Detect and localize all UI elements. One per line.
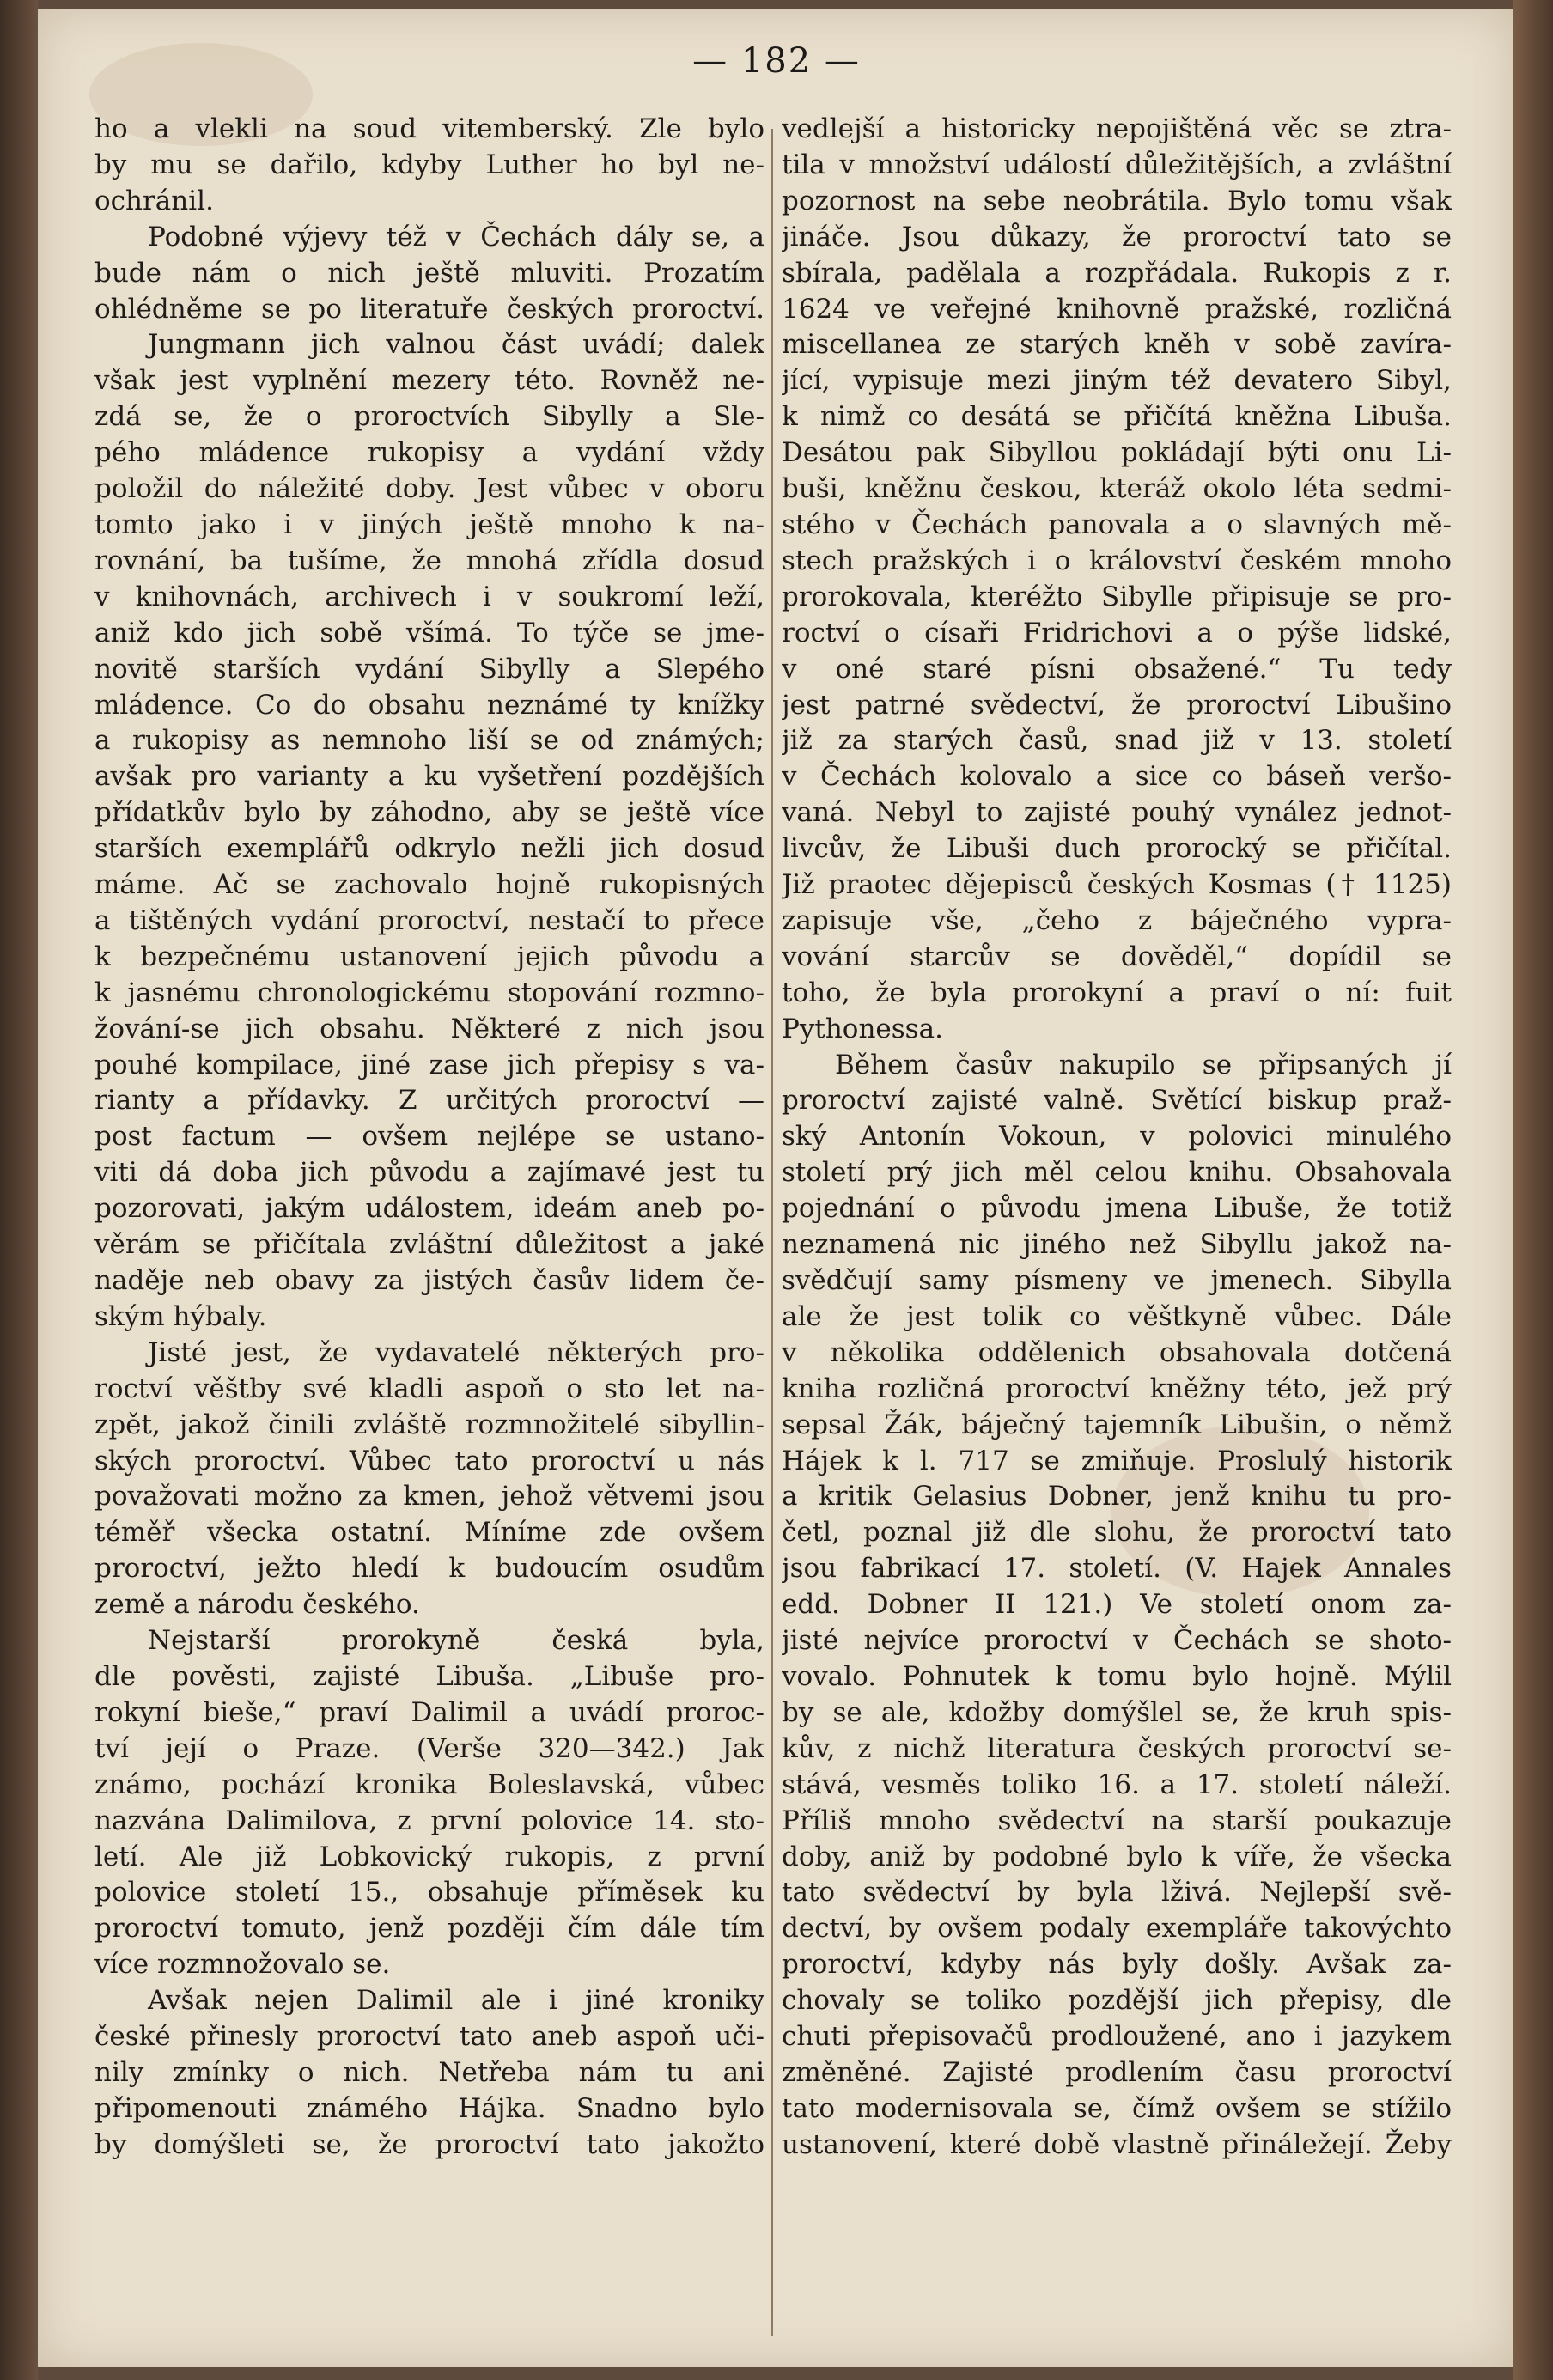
text-line: novitě starších vydání Sibylly a Slepého [94, 653, 764, 685]
text-line: viti dá doba jich původu a zajímavé jest tu [94, 1157, 764, 1189]
text-line: země a národu českého. [94, 1589, 420, 1621]
text-line: naděje neb obavy za jistých časův lidem če- [94, 1265, 764, 1296]
text-line: by se ale, kdožby domýšlel se, že kruh spis- [782, 1696, 1452, 1728]
text-line: toho, že byla prorokyní a praví o ní: fuit [782, 977, 1452, 1008]
text-line: ustanovení, které době vlastně přináležejí. Žeby [782, 2128, 1452, 2160]
text-line: nily zmínky o nich. Netřeba nám tu ani [94, 2056, 764, 2088]
text-line: máme. Ač se zachovalo hojně rukopisných [94, 869, 764, 901]
text-line: tomto jako i v jiných ještě mnoho k na- [94, 508, 764, 540]
text-line: post factum — ovšem nejlépe se ustano- [94, 1121, 764, 1153]
text-line: roctví věštby své kladli aspoň o sto let na- [94, 1373, 764, 1404]
page-number: — 182 — [692, 41, 861, 81]
book-gutter-edge [0, 0, 38, 2380]
text-line: české přinesly proroctví tato aneb aspoň uči- [94, 2021, 764, 2053]
text-line: připomenouti známého Hájka. Snadno bylo [94, 2092, 764, 2124]
text-line: pozorovati, jakým událostem, ideám aneb po- [94, 1193, 764, 1225]
text-line: známo, pochází kronika Boleslavská, vůbec [94, 1768, 764, 1800]
text-line: jisté nejvíce proroctví v Čechách se shoto- [782, 1625, 1452, 1657]
text-line: vedlejší a historicky nepojištěná věc se ztra- [782, 113, 1452, 144]
text-line: neznamená nic jiného než Sibyllu jakož na- [782, 1229, 1452, 1261]
text-line: Podobné výjevy též v Čechách dály se, a [148, 221, 764, 253]
text-line: Nejstarší prorokyně česká byla, [148, 1625, 764, 1657]
text-line: tila v množství událostí důležitějších, a zvláštní [782, 149, 1452, 180]
text-line: buši, kněžnu českou, kteráž okolo léta sedmi- [782, 473, 1452, 505]
text-line: ale že jest tolik co věštkyně vůbec. Dále [782, 1300, 1452, 1332]
text-line: změněné. Zajisté prodlením času proroctví [782, 2056, 1452, 2088]
text-line: Desátou pak Sibyllou pokládají býti onu Li- [782, 437, 1452, 469]
text-line: v oné staré písni obsažené.“ Tu tedy [782, 653, 1452, 685]
text-line: rokyní bieše,“ praví Dalimil a uvádí proroc- [94, 1696, 764, 1728]
left-text-column [94, 112, 764, 2164]
text-line: Avšak nejen Dalimil ale i jiné kroniky [148, 1985, 764, 2017]
text-line: pého mládence rukopisy a vydání vždy [94, 437, 764, 469]
text-line: nazvána Dalimilova, z první polovice 14. sto- [94, 1805, 764, 1836]
text-line: tato modernisovala se, čímž ovšem se stížilo [782, 2092, 1452, 2124]
text-line: zdá se, že o proroctvích Sibylly a Sle- [94, 401, 764, 433]
text-line: pouhé kompilace, jiné zase jich přepisy s va- [94, 1049, 764, 1080]
text-line: k nimž co desátá se přičítá kněžna Libuša. [782, 401, 1452, 433]
text-line: polovice století 15., obsahuje příměsek ku [94, 1877, 764, 1908]
text-line: v několika oddělenich obsahovala dotčená [782, 1336, 1452, 1368]
text-line: jsou fabrikací 17. století. (V. Hajek Annales [782, 1553, 1452, 1585]
text-line: téměř všecka ostatní. Míníme zde ovšem [94, 1517, 764, 1549]
text-line: v Čechách kolovalo a sice co báseň veršo- [782, 761, 1452, 793]
text-line: a kritik Gelasius Dobner, jenž knihu tu pro- [782, 1481, 1452, 1513]
text-line: mládence. Co do obsahu neznámé ty knížky [94, 689, 764, 721]
text-line: kův, z nichž literatura českých proroctví se- [782, 1732, 1452, 1764]
text-line: sbírala, padělala a rozpřádala. Rukopis z r. [782, 257, 1452, 289]
text-line: vování starcův se dověděl,“ dopídil se [782, 940, 1452, 972]
text-line: jest patrné svědectví, že proroctví Libušino [782, 689, 1452, 721]
text-line: Jisté jest, že vydavatelé některých pro- [148, 1336, 764, 1368]
text-line: pozornost na sebe neobrátila. Bylo tomu však [782, 185, 1452, 216]
text-line: kniha rozličná proroctví kněžny této, jež prý [782, 1373, 1452, 1404]
text-line: položil do náležité doby. Jest vůbec v oboru [94, 473, 764, 505]
text-line: k bezpečnému ustanovení jejich původu a [94, 940, 764, 972]
text-line: Během časův nakupilo se připsaných jí [835, 1049, 1452, 1080]
text-line: livcův, že Libuši duch prorocký se přičítal. [782, 833, 1452, 865]
text-line: četl, poznal již dle slohu, že proroctví tato [782, 1517, 1452, 1549]
text-line: Jungmann jich valnou část uvádí; dalek [148, 329, 764, 361]
text-line: ským hýbaly. [94, 1300, 267, 1332]
text-line: dectví, by ovšem podaly exempláře takovýchto [782, 1913, 1452, 1945]
column-divider [771, 129, 773, 2336]
text-line: prorokovala, kteréžto Sibylle připisuje se pro- [782, 581, 1452, 612]
text-line: považovati možno za kmen, jehož větvemi jsou [94, 1481, 764, 1513]
text-line: proroctví, kdyby nás byly došly. Avšak za- [782, 1949, 1452, 1981]
text-line: pojednání o původu jmena Libuše, že totiž [782, 1193, 1452, 1225]
text-line: tví její o Praze. (Verše 320—342.) Jak [94, 1732, 764, 1764]
text-line: jináče. Jsou důkazy, že proroctví tato se [782, 221, 1452, 253]
text-line: a rukopisy as nemnoho liší se od známých; [94, 725, 764, 757]
text-line: ohlédněme se po literatuře českých proroctví. [94, 293, 764, 325]
text-line: ho a vlekli na soud vitemberský. Zle bylo [94, 113, 764, 144]
text-line: Pythonessa. [782, 1013, 943, 1044]
text-line: žování-se jich obsahu. Některé z nich jsou [94, 1013, 764, 1044]
text-line: více rozmnožovalo se. [94, 1949, 391, 1981]
text-line: aniž kdo jich sobě všímá. To týče se jme- [94, 617, 764, 648]
text-line: proroctví, ježto hledí k budoucím osudům [94, 1553, 764, 1585]
text-line: jící, vypisuje mezi jiným též devatero Sibyl, [782, 365, 1452, 397]
text-line: chovaly se toliko pozdější jich přepisy, dle [782, 1985, 1452, 2017]
text-line: tato svědectví by byla lživá. Nejlepší svě- [782, 1877, 1452, 1908]
text-line: stého v Čechách panovala a o slavných mě- [782, 508, 1452, 540]
text-line: avšak pro varianty a ku vyšetření pozdějších [94, 761, 764, 793]
text-line: rovnání, ba tušíme, že mnohá zřídla dosud [94, 545, 764, 576]
text-line: v knihovnách, archivech i v soukromí leží, [94, 581, 764, 612]
text-line: by domýšleti se, že proroctví tato jakožto [94, 2128, 764, 2160]
page-fore-edge [1513, 0, 1553, 2380]
text-line: letí. Ale již Lobkovický rukopis, z první [94, 1841, 764, 1872]
text-line: vaná. Nebyl to zajisté pouhý vynález jednot- [782, 797, 1452, 829]
text-line: bude nám o nich ještě mluviti. Prozatím [94, 257, 764, 289]
text-line: starších exemplářů odkrylo nežli jich dosud [94, 833, 764, 865]
text-line: stech pražských i o království českém mnoho [782, 545, 1452, 576]
text-line: sepsal Žák, báječný tajemník Libušin, o němž [782, 1409, 1452, 1440]
text-line: zapisuje vše, „čeho z báječného vypra- [782, 904, 1452, 936]
text-line: však jest vyplnění mezery této. Rovněž ne- [94, 365, 764, 397]
text-line: Příliš mnoho svědectví na starší poukazuje [782, 1805, 1452, 1836]
text-line: miscellanea ze starých kněh v sobě zavíra- [782, 329, 1452, 361]
text-line: svědčují samy písmeny ve jmenech. Sibylla [782, 1265, 1452, 1296]
text-line: proroctví zajisté valně. Světící biskup praž- [782, 1085, 1452, 1117]
text-line: dle pověsti, zajisté Libuša. „Libuše pro- [94, 1660, 764, 1692]
text-line: ský Antonín Vokoun, v polovici minulého [782, 1121, 1452, 1153]
text-line: zpět, jakož činili zvláště rozmnožitelé sibyllin- [94, 1409, 764, 1440]
text-line: proroctví tomuto, jenž později čím dále tím [94, 1913, 764, 1945]
text-line: Již praotec dějepisců českých Kosmas († 1125) [782, 869, 1452, 901]
text-line: doby, aniž by podobné bylo k víře, že všecka [782, 1841, 1452, 1872]
text-line: roctví o císaři Fridrichovi a o pýše lidské, [782, 617, 1452, 648]
text-line: a tištěných vydání proroctví, nestačí to přece [94, 904, 764, 936]
text-line: ochránil. [94, 185, 214, 216]
text-line: chuti přepisovačů prodloužené, ano i jazykem [782, 2021, 1452, 2053]
text-line: 1624 ve veřejné knihovně pražské, rozličná [782, 293, 1452, 325]
text-line: k jasnému chronologickému stopování rozmno- [94, 977, 764, 1008]
text-line: přídatkův bylo by záhodno, aby se ještě více [94, 797, 764, 829]
text-line: století prý jich měl celou knihu. Obsahovala [782, 1157, 1452, 1189]
text-line: edd. Dobner II 121.) Ve století onom za- [782, 1589, 1452, 1621]
text-line: vovalo. Pohnutek k tomu bylo hojně. Mýlil [782, 1660, 1452, 1692]
text-line: rianty a přídavky. Z určitých proroctví — [94, 1085, 764, 1117]
text-line: ských proroctví. Vůbec tato proroctví u nás [94, 1445, 764, 1476]
text-line: již za starých časů, snad již v 13. století [782, 725, 1452, 757]
text-line: věrám se přičítala zvláštní důležitost a jaké [94, 1229, 764, 1261]
right-text-column [782, 112, 1452, 2164]
text-line: Hájek k l. 717 se zmiňuje. Proslulý historik [782, 1445, 1452, 1476]
text-line: stává, vesměs toliko 16. a 17. století náleží. [782, 1768, 1452, 1800]
text-line: by mu se dařilo, kdyby Luther ho byl ne- [94, 149, 764, 180]
